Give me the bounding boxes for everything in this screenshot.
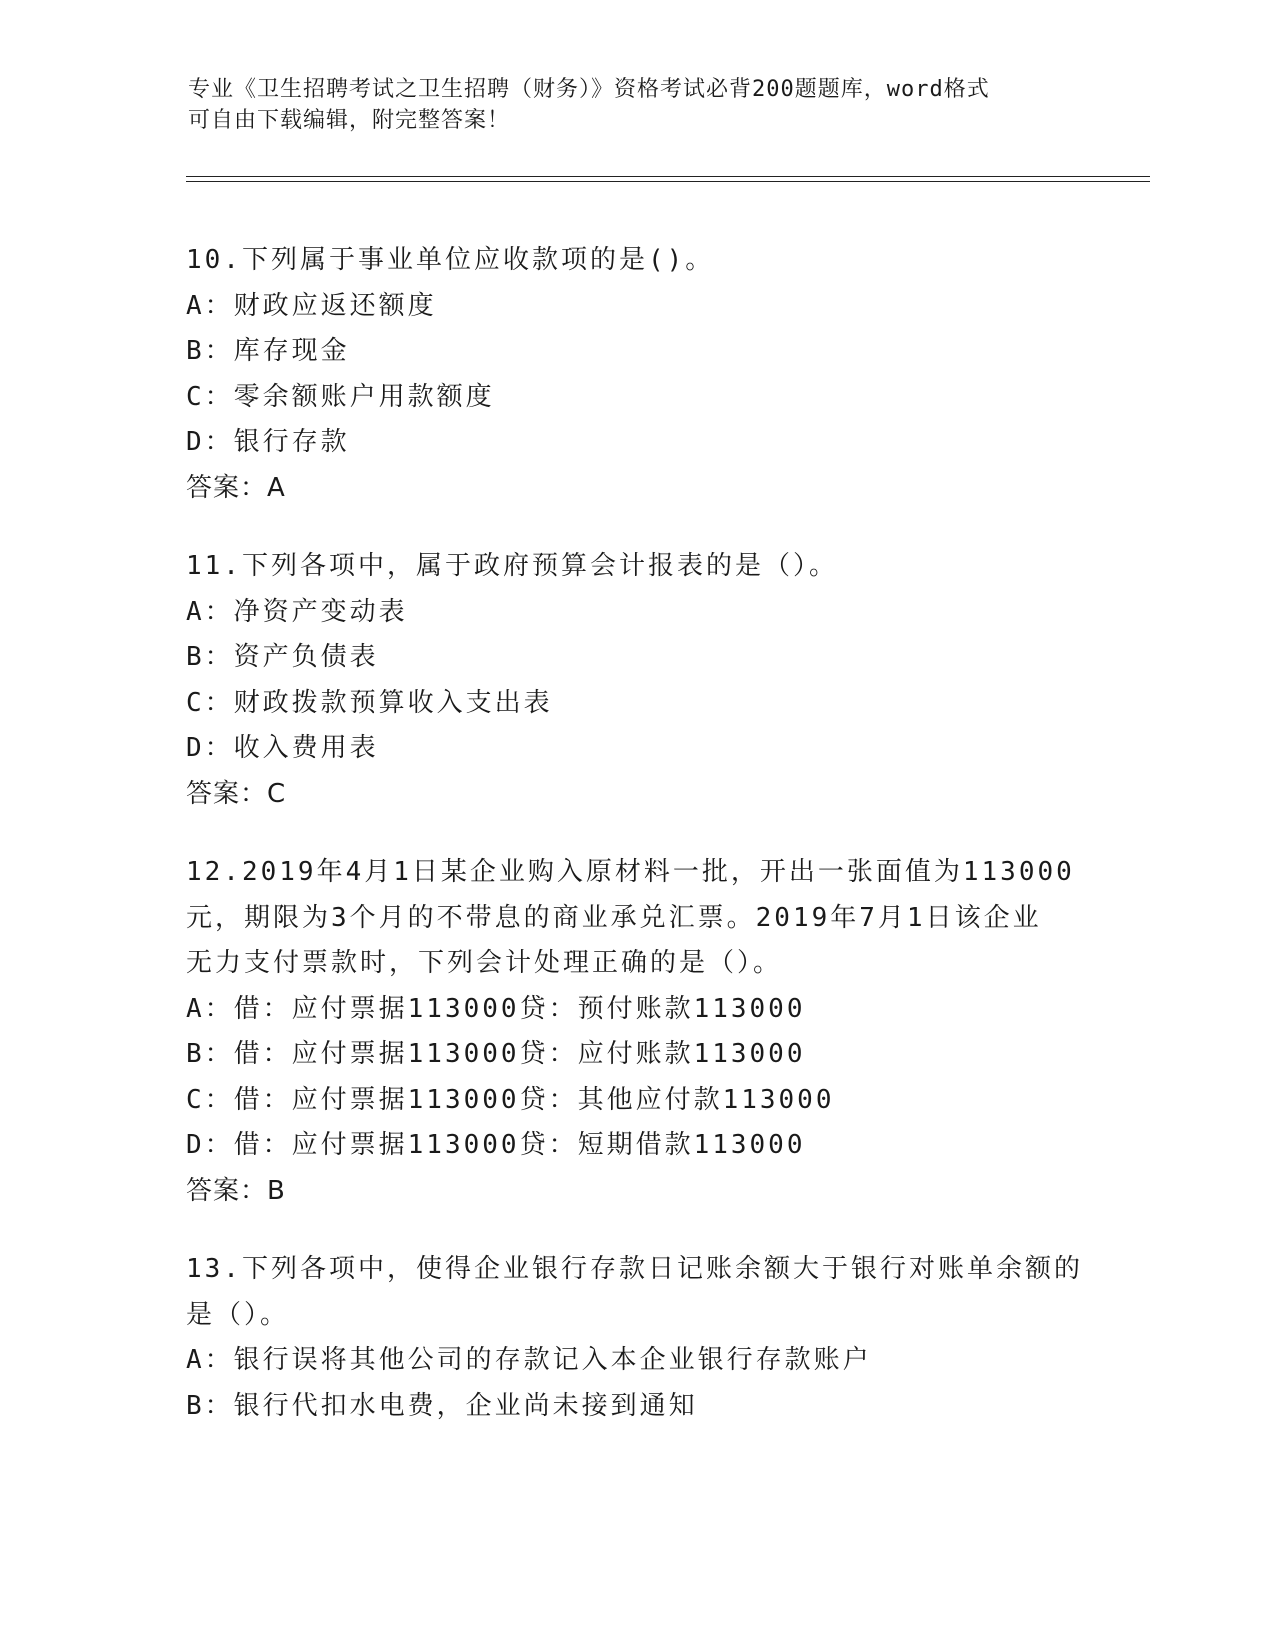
- option-b: B：借：应付票据113000贷：应付账款113000: [186, 1039, 806, 1069]
- option-d: D：银行存款: [186, 427, 350, 457]
- option-d: D：收入费用表: [186, 733, 379, 763]
- question-text-line-3: 无力支付票款时，下列会计处理正确的是（）。: [186, 948, 783, 978]
- answer: 答案：A: [186, 472, 286, 503]
- question-list: [186, 238, 1086, 1462]
- option-b: B：资产负债表: [186, 642, 379, 672]
- question-10: [186, 238, 1086, 511]
- question-12: [186, 850, 1086, 1214]
- option-d: D：借：应付票据113000贷：短期借款113000: [186, 1130, 806, 1160]
- question-text-line-1: 12.2019年4月1日某企业购入原材料一批，开出一张面值为113000: [186, 857, 1075, 887]
- document-header: [188, 74, 1068, 136]
- option-c: C：零余额账户用款额度: [186, 381, 495, 412]
- answer: 答案：C: [186, 778, 287, 809]
- option-a: A：净资产变动表: [186, 596, 408, 627]
- question-text: 10.下列属于事业单位应收款项的是()。: [186, 245, 715, 275]
- header-divider-top: [186, 176, 1150, 177]
- header-line-2: 可自由下载编辑，附完整答案！: [188, 108, 511, 133]
- question-text-line-2: 元，期限为3个月的不带息的商业承兑汇票。2019年7月1日该企业: [186, 902, 1042, 933]
- option-b: B：银行代扣水电费，企业尚未接到通知: [186, 1390, 698, 1421]
- header-divider-bottom: [186, 181, 1150, 182]
- question-text: 11.下列各项中，属于政府预算会计报表的是（）。: [186, 551, 838, 581]
- option-a: A：财政应返还额度: [186, 290, 437, 321]
- question-13: [186, 1247, 1086, 1429]
- question-text-line-2: 是（）。: [186, 1299, 290, 1330]
- answer: 答案：B: [186, 1175, 286, 1206]
- option-a: A：银行误将其他公司的存款记入本企业银行存款账户: [186, 1345, 872, 1375]
- option-b: B：库存现金: [186, 336, 350, 366]
- option-c: C：借：应付票据113000贷：其他应付款113000: [186, 1084, 835, 1115]
- header-line-1: 专业《卫生招聘考试之卫生招聘（财务）》资格考试必背200题题库，word格式: [188, 77, 990, 102]
- option-a: A：借：应付票据113000贷：预付账款113000: [186, 993, 806, 1024]
- question-11: [186, 544, 1086, 817]
- option-c: C：财政拨款预算收入支出表: [186, 687, 553, 718]
- question-text-line-1: 13.下列各项中，使得企业银行存款日记账余额大于银行对账单余额的: [186, 1254, 1083, 1284]
